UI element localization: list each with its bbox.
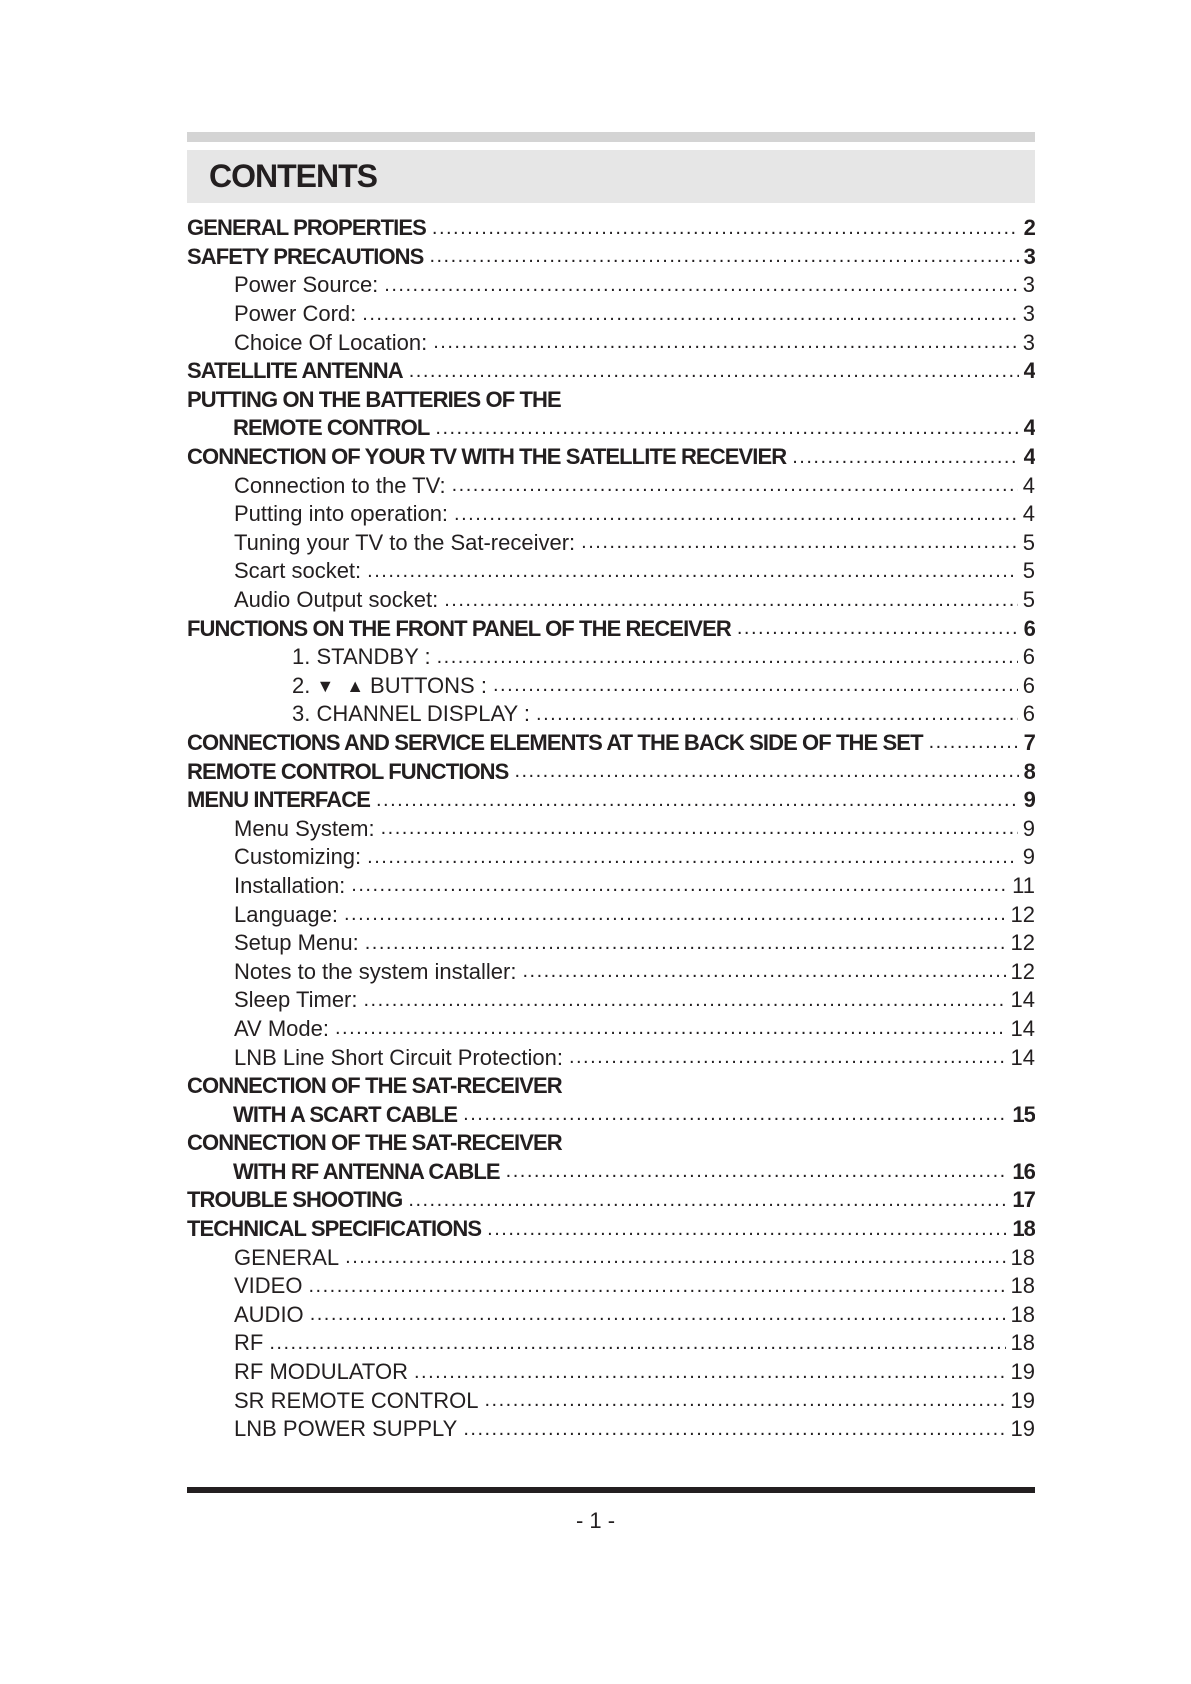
toc-entry-page: 18: [1010, 1330, 1035, 1356]
toc-entry-label: CONNECTIONS AND SERVICE ELEMENTS AT THE BACK SIDE OF THE SET: [187, 729, 923, 755]
toc-entry[interactable]: [187, 729, 1035, 758]
toc-entry-label: CONNECTION OF THE SAT-RECEIVER: [187, 1073, 562, 1099]
toc-entry[interactable]: [187, 1158, 1035, 1187]
toc-entry[interactable]: [187, 757, 1035, 786]
toc-entry-page: 12: [1010, 901, 1035, 927]
toc-entry-label: 3. CHANNEL DISPLAY :: [292, 701, 531, 727]
toc-entry-page: 16: [1012, 1158, 1035, 1184]
toc-entry-label: TROUBLE SHOOTING: [187, 1187, 403, 1213]
toc-entry[interactable]: [187, 357, 1035, 386]
toc-entry-page: 4: [1023, 358, 1035, 384]
toc-entry-label: CONNECTION OF THE SAT-RECEIVER: [187, 1130, 562, 1156]
toc-entry-page: 14: [1010, 1015, 1035, 1041]
toc-entry-page: 2: [1023, 215, 1035, 241]
toc-leader-dots: [506, 1160, 1008, 1183]
toc-entry-page: 6: [1022, 672, 1035, 698]
toc-leader-dots: [429, 245, 1018, 268]
toc-entry-page: 7: [1023, 729, 1035, 755]
toc-entry-label: Power Source:: [234, 272, 379, 298]
toc-leader-dots: [433, 331, 1018, 354]
toc-entry-label: LNB POWER SUPPLY: [234, 1416, 458, 1442]
toc-entry-page: 18: [1012, 1216, 1035, 1242]
toc-entry-page: 4: [1022, 501, 1035, 527]
bottom-rule: [187, 1487, 1035, 1493]
toc-entry[interactable]: [187, 586, 1035, 615]
toc-leader-dots: [463, 1103, 1007, 1126]
toc-entry-page: 4: [1023, 444, 1035, 470]
toc-entry-page: 17: [1012, 1187, 1035, 1213]
toc-entry-page: 4: [1023, 415, 1035, 441]
toc-entry-page: 18: [1010, 1273, 1035, 1299]
toc-entry[interactable]: [187, 672, 1035, 701]
toc-entry-page: 15: [1012, 1101, 1035, 1127]
toc-leader-dots: [454, 503, 1018, 526]
toc-entry[interactable]: [187, 1272, 1035, 1301]
toc-entry[interactable]: [187, 843, 1035, 872]
toc-entry[interactable]: [187, 271, 1035, 300]
toc-entry-label: SATELLITE ANTENNA: [187, 358, 403, 384]
toc-leader-dots: [514, 760, 1018, 783]
toc-entry-label: Putting into operation:: [234, 501, 449, 527]
toc-entry[interactable]: [187, 614, 1035, 643]
toc-leader-dots: [493, 674, 1018, 697]
toc-entry-page: 5: [1022, 558, 1035, 584]
toc-entry-page: 19: [1010, 1416, 1035, 1442]
toc-entry[interactable]: [187, 1015, 1035, 1044]
toc-entry[interactable]: [187, 1043, 1035, 1072]
toc-leader-dots: [351, 874, 1007, 897]
toc-leader-dots: [522, 960, 1005, 983]
toc-entry[interactable]: [187, 700, 1035, 729]
toc-entry-label: MENU INTERFACE: [187, 787, 370, 813]
up-arrow-icon: ▲: [346, 676, 365, 697]
toc-leader-dots: [335, 1017, 1006, 1040]
toc-leader-dots: [308, 1275, 1005, 1298]
toc-entry[interactable]: [187, 986, 1035, 1015]
toc-entry-label: Sleep Timer:: [234, 987, 358, 1013]
toc-entry-page: 9: [1022, 844, 1035, 870]
toc-entry-page: 5: [1022, 587, 1035, 613]
toc-entry-label: Audio Output socket:: [234, 587, 439, 613]
toc-leader-dots: [376, 789, 1019, 812]
toc-entry[interactable]: [187, 643, 1035, 672]
toc-leader-dots: [536, 703, 1018, 726]
toc-leader-dots: [737, 617, 1019, 640]
down-arrow-icon: ▼: [316, 676, 335, 697]
toc-leader-dots: [437, 646, 1018, 669]
toc-entry[interactable]: [187, 414, 1035, 443]
toc-entry-page: 8: [1023, 758, 1035, 784]
toc-leader-dots: [792, 446, 1018, 469]
toc-entry[interactable]: [187, 557, 1035, 586]
toc-entry-page: 19: [1010, 1359, 1035, 1385]
toc-entry-label: Connection to the TV:: [234, 472, 446, 498]
toc-entry-label: Notes to the system installer:: [234, 958, 517, 984]
toc-entry[interactable]: [187, 443, 1035, 472]
toc-entry-page: 3: [1022, 301, 1035, 327]
page-number: - 1 -: [575, 1508, 616, 1533]
toc-leader-dots: [463, 1418, 1005, 1441]
toc-entry-page: 3: [1022, 329, 1035, 355]
toc-entry[interactable]: [187, 900, 1035, 929]
toc-entry[interactable]: [187, 1072, 1035, 1101]
toc-entry-label: Power Cord:: [234, 301, 357, 327]
toc-entry-page: 4: [1022, 472, 1035, 498]
toc-entry-label: Language:: [234, 901, 338, 927]
toc-leader-dots: [345, 1246, 1005, 1269]
toc-entry[interactable]: [187, 529, 1035, 558]
toc-entry-page: 14: [1010, 1044, 1035, 1070]
toc-entry-page: 9: [1023, 787, 1035, 813]
toc-entry[interactable]: [187, 786, 1035, 815]
toc-leader-dots: [581, 531, 1018, 554]
toc-entry-page: 6: [1023, 615, 1035, 641]
toc-entry-page: 14: [1010, 987, 1035, 1013]
table-of-contents: [187, 214, 1035, 1444]
toc-entry[interactable]: [187, 1301, 1035, 1330]
toc-entry[interactable]: [187, 1129, 1035, 1158]
toc-entry-label: WITH A SCART CABLE: [233, 1101, 458, 1127]
toc-entry-page: 6: [1022, 701, 1035, 727]
toc-entry-page: 12: [1010, 930, 1035, 956]
toc-leader-dots: [367, 846, 1018, 869]
toc-entry-label: WITH RF ANTENNA CABLE: [233, 1158, 500, 1184]
toc-entry[interactable]: [187, 1415, 1035, 1444]
toc-entry[interactable]: [187, 300, 1035, 329]
toc-entry-prefix: 2.: [292, 672, 311, 698]
toc-entry-label: REMOTE CONTROL: [233, 415, 430, 441]
toc-entry-page: 3: [1022, 272, 1035, 298]
toc-leader-dots: [409, 360, 1019, 383]
toc-leader-dots: [487, 1218, 1007, 1241]
toc-leader-dots: [444, 589, 1018, 612]
toc-entry-label: Menu System:: [234, 815, 375, 841]
contents-header: [187, 150, 1035, 203]
toc-entry[interactable]: [187, 1358, 1035, 1387]
toc-entry-label: TECHNICAL SPECIFICATIONS: [187, 1216, 482, 1242]
toc-entry[interactable]: [187, 1329, 1035, 1358]
toc-leader-dots: [452, 474, 1018, 497]
toc-leader-dots: [929, 731, 1019, 754]
toc-entry-label: Installation:: [234, 872, 346, 898]
toc-entry-page: 11: [1012, 872, 1035, 898]
toc-entry-label: Scart socket:: [234, 558, 362, 584]
toc-entry-label: REMOTE CONTROL FUNCTIONS: [187, 758, 509, 784]
toc-entry[interactable]: [187, 471, 1035, 500]
toc-entry-label: GENERAL PROPERTIES: [187, 215, 426, 241]
toc-entry[interactable]: [187, 872, 1035, 901]
toc-entry-label: Setup Menu:: [234, 930, 359, 956]
toc-entry-page: 3: [1023, 243, 1035, 269]
toc-entry[interactable]: [187, 1186, 1035, 1215]
toc-entry-page: 19: [1010, 1387, 1035, 1413]
toc-entry-label: RF MODULATOR: [234, 1359, 408, 1385]
toc-entry-page: 18: [1010, 1244, 1035, 1270]
toc-entry-label: VIDEO: [234, 1273, 303, 1299]
toc-leader-dots: [344, 903, 1006, 926]
toc-entry[interactable]: [187, 386, 1035, 415]
toc-entry-label: AUDIO: [234, 1301, 304, 1327]
toc-leader-dots: [408, 1189, 1007, 1212]
top-rule: [187, 132, 1035, 142]
toc-entry[interactable]: [187, 1386, 1035, 1415]
toc-entry-label: RF: [234, 1330, 264, 1356]
toc-entry[interactable]: [187, 929, 1035, 958]
toc-entry[interactable]: [187, 500, 1035, 529]
toc-entry[interactable]: [187, 1243, 1035, 1272]
toc-entry-label: SAFETY PRECAUTIONS: [187, 243, 424, 269]
toc-entry[interactable]: [187, 1100, 1035, 1129]
toc-entry-label: 1. STANDBY :: [292, 644, 431, 670]
toc-entry-page: 9: [1022, 815, 1035, 841]
toc-entry-label: Customizing:: [234, 844, 362, 870]
toc-entry-label: Choice Of Location:: [234, 329, 428, 355]
toc-leader-dots: [310, 1303, 1006, 1326]
toc-entry-label: AV Mode:: [234, 1015, 329, 1041]
toc-leader-dots: [414, 1361, 1006, 1384]
toc-entry-label: SR REMOTE CONTROL: [234, 1387, 479, 1413]
toc-entry[interactable]: [187, 957, 1035, 986]
toc-entry[interactable]: [187, 1215, 1035, 1244]
toc-entry-label: Tuning your TV to the Sat-receiver:: [234, 529, 576, 555]
toc-leader-dots: [365, 932, 1006, 955]
toc-leader-dots: [362, 303, 1017, 326]
toc-entry-page: 18: [1010, 1301, 1035, 1327]
toc-entry[interactable]: [187, 328, 1035, 357]
toc-entry-page: 12: [1010, 958, 1035, 984]
toc-entry-label: CONNECTION OF YOUR TV WITH THE SATELLITE RECEVIER: [187, 444, 787, 470]
toc-entry-page: 6: [1022, 644, 1035, 670]
toc-leader-dots: [367, 560, 1018, 583]
toc-leader-dots: [484, 1389, 1005, 1412]
toc-entry[interactable]: [187, 214, 1035, 243]
toc-leader-dots: [364, 989, 1006, 1012]
toc-leader-dots: [384, 274, 1017, 297]
toc-leader-dots: [569, 1046, 1006, 1069]
toc-entry-page: 5: [1022, 529, 1035, 555]
toc-entry-label: PUTTING ON THE BATTERIES OF THE: [187, 386, 561, 412]
toc-entry[interactable]: [187, 243, 1035, 272]
page-title: CONTENTS: [209, 158, 377, 194]
toc-entry[interactable]: [187, 814, 1035, 843]
toc-entry-label: LNB Line Short Circuit Protection:: [234, 1044, 563, 1070]
toc-entry-label: FUNCTIONS ON THE FRONT PANEL OF THE RECEIVER: [187, 615, 731, 641]
toc-leader-dots: [435, 417, 1018, 440]
toc-leader-dots: [432, 217, 1019, 240]
toc-entry-label: [292, 673, 487, 699]
toc-leader-dots: [381, 817, 1018, 840]
toc-entry-text: BUTTONS :: [370, 672, 487, 698]
toc-leader-dots: [269, 1332, 1005, 1355]
toc-entry-label: GENERAL: [234, 1244, 340, 1270]
